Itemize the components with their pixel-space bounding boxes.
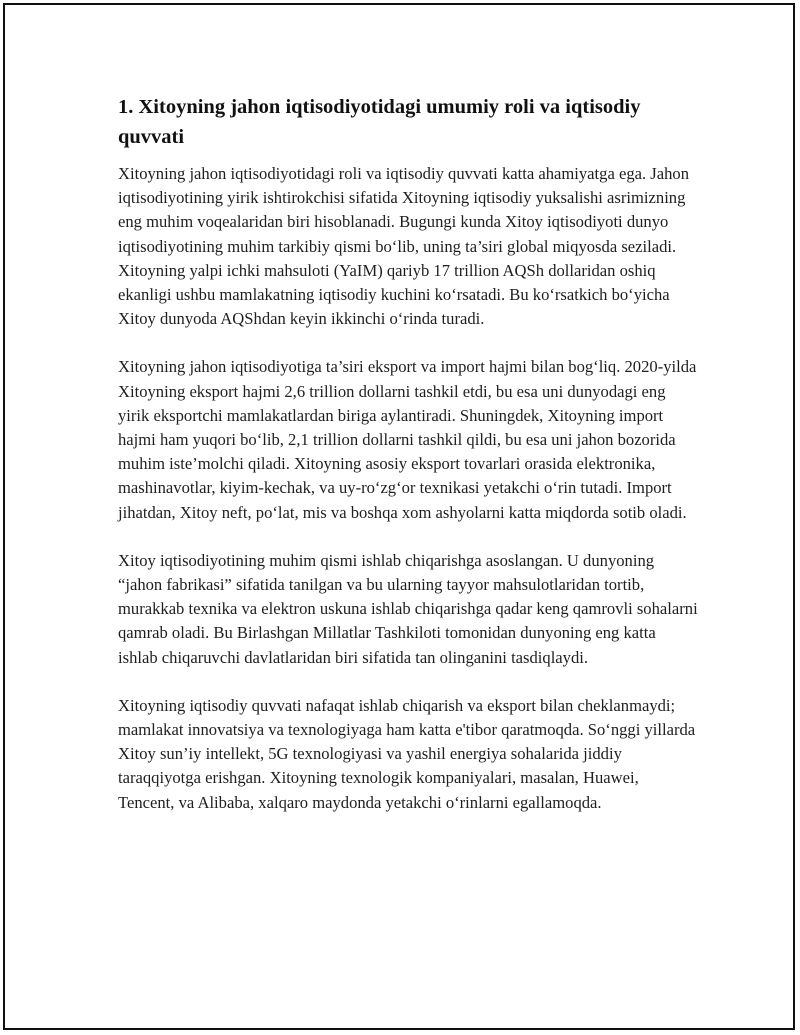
paragraph-innovation: Xitoyning iqtisodiy quvvati nafaqat ishlab chiqarish va eksport bilan cheklanmaydi; mamlakat innovatsiya va texnologiyaga ham katta e'tibor qaratmoqda. So‘nggi yillarda Xitoy sun’iy intellekt, 5G texnologiyasi va yashil energiya sohalarida jiddiy taraqqiyotga erishgan. Xitoyning texnologik kompaniyalari, masalan, Huawei, Tencent, va Alibaba, xalqaro maydonda yetakchi o‘rinlarni egallamoqda. <box>118 695 696 812</box>
paragraph-export-import: Xitoyning jahon iqtisodiyotiga ta’siri eksport va import hajmi bilan bog‘liq. 2020-yilda Xitoyning eksport hajmi 2,6 trillion dollarni tashkil etdi, bu esa uni dunyodagi eng yirik eksportchi mamlakatlardan biriga aylantiradi. Shuningdek, Xitoyning import hajmi ham yuqori bo‘lib, 2,1 trillion dollarni tashkil qildi, bu esa uni jahon bozorida muhim iste’molchi qiladi. Xitoyning asosiy eksport tovarlari orasida elektronika, mashinavotlar, kiyim-kechak, va uy-ro‘zg‘or texnikasi yetakchi o‘rin tutadi. Import jihatdan, Xitoy neft, po‘lat, mis va boshqa xom ashyolarni katta miqdorda sotib oladi. <box>118 357 697 522</box>
paragraph-manufacturing: Xitoy iqtisodiyotining muhim qismi ishlab chiqarishga asoslangan. U dunyoning “jahon fabrikasi” sifatida tanilgan va bu ularning tayyor mahsulotlaridan tortib, murakkab texnika va elektron uskuna ishlab chiqarishga qadar keng qamrovli sohalarni qamrab oladi. Bu Birlashgan Millatlar Tashkiloti tomonidan dunyoning eng katta ishlab chiqaruvchi davlatlaridan biri sifatida tan olinganini tasdiqlaydi. <box>118 550 698 667</box>
paragraph-gdp-overview: Xitoyning jahon iqtisodiyotidagi roli va iqtisodiy quvvati katta ahamiyatga ega. Jahon iqtisodiyotining yirik ishtirokchisi sifatida Xitoyning iqtisodiy yuksalishi asrimizning eng muhim voqealaridan biri hisoblanadi. Bugungi kunda Xitoy iqtisodiyoti dunyo iqtisodiyotining muhim tarkibiy qismi bo‘lib, uning ta’siri global miqyosda seziladi. Xitoyning yalpi ichki mahsuloti (YaIM) qariyb 17 trillion AQSh dollaridan oshiq ekanligi ushbu mamlakatning iqtisodiy kuchini ko‘rsatadi. Bu ko‘rsatkich bo‘yicha Xitoy dunyoda AQShdan keyin ikkinchi o‘rinda turadi. <box>118 164 690 329</box>
section-heading: 1. Xitoyning jahon iqtisodiyotidagi umumiy roli va iqtisodiy quvvati <box>118 96 641 148</box>
document-body <box>118 92 698 839</box>
